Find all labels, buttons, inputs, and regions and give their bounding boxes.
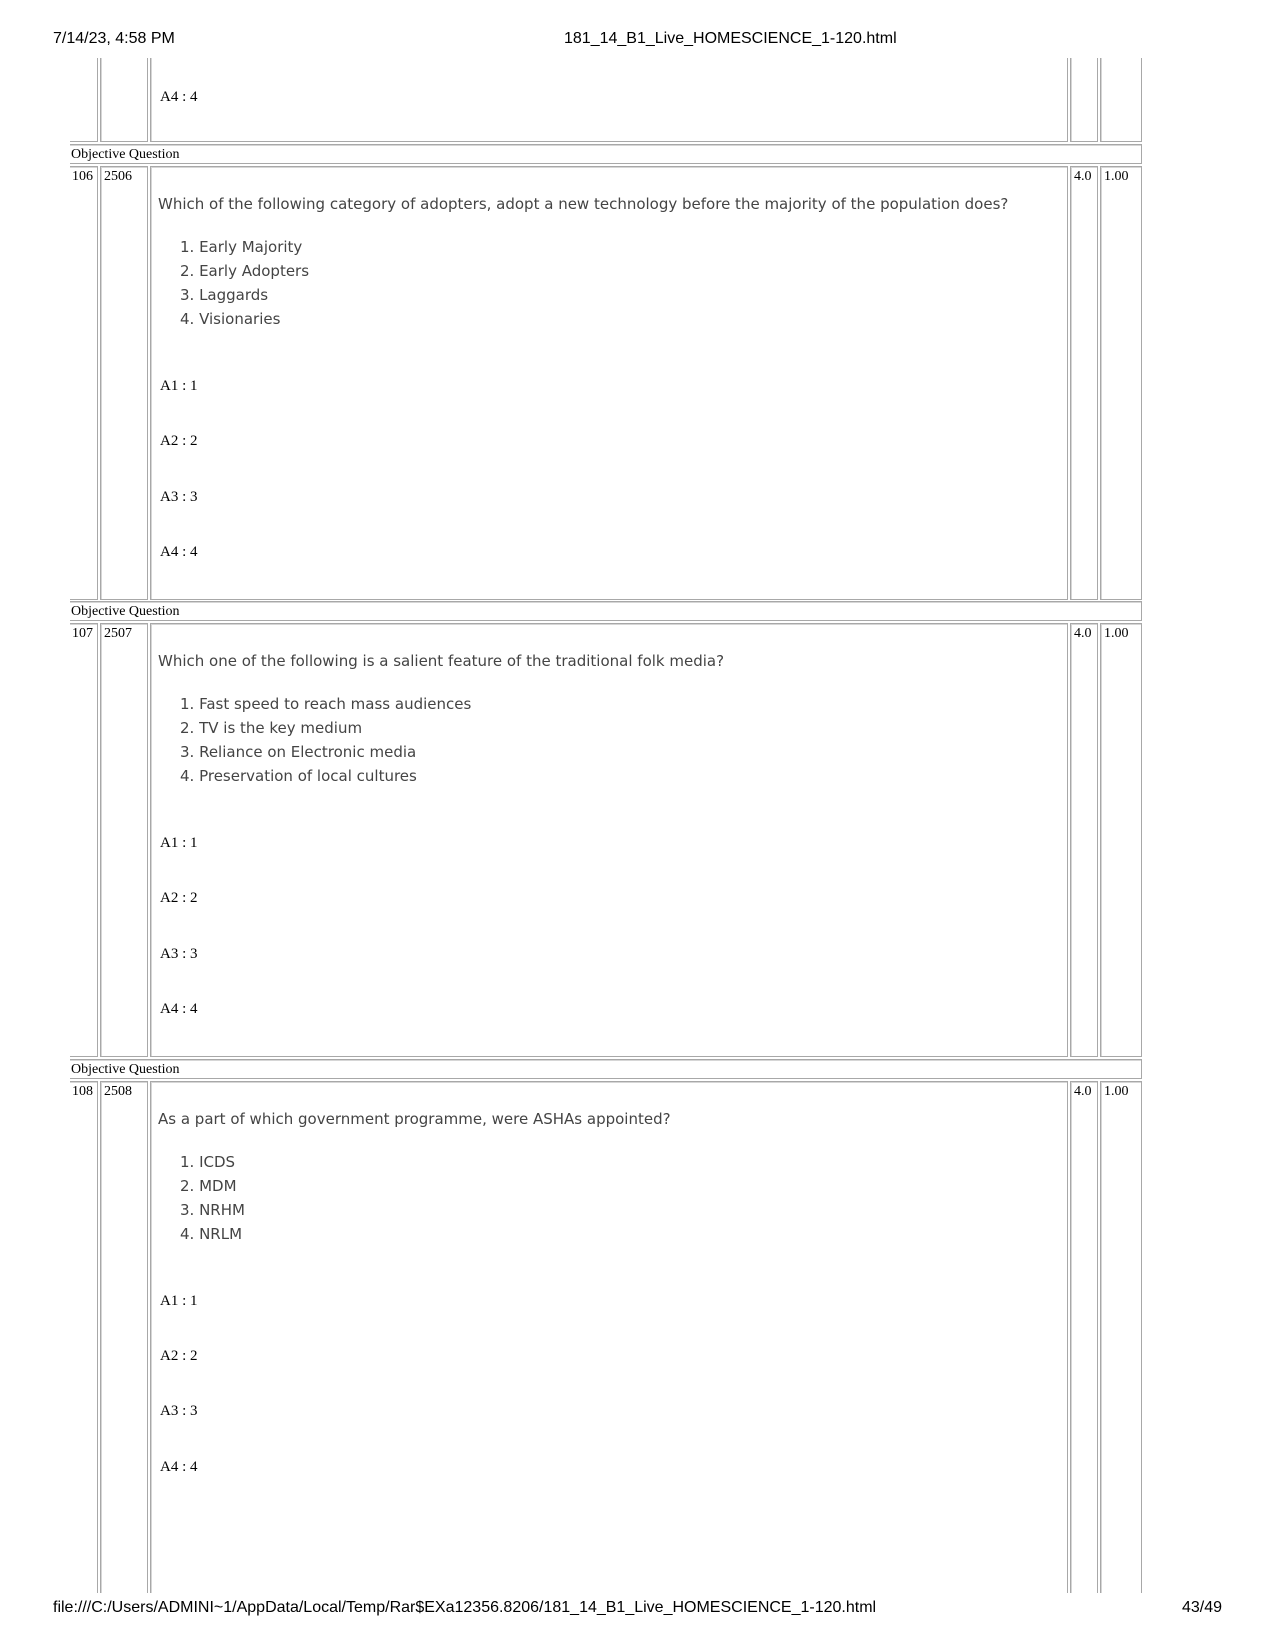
option-item: 1. Fast speed to reach mass audiences [180,695,472,713]
question-id: 2506 [100,166,148,600]
answer-3: A3 : 3 [160,489,198,505]
question-marks: 4.0 [1070,166,1098,600]
page-number: 43/49 [1181,1599,1222,1616]
section-label: Objective Question [70,1059,1142,1079]
answer-1: A1 : 1 [160,378,198,394]
question-text: Which of the following category of adopters, adopt a new technology before the majority of the population does? [158,195,1009,213]
file-path: file:///C:/Users/ADMINI~1/AppData/Local/Temp/Rar$EXa12356.8206/181_14_B1_Live_HOMESCIENCE_1-120.html [53,1599,877,1616]
print-header [0,30,1275,50]
question-cell [150,1081,1068,1593]
answer-1: A1 : 1 [160,835,198,851]
answer-3: A3 : 3 [160,1403,198,1419]
question-sno: 106 [70,166,98,600]
question-text: As a part of which government programme, were ASHAs appointed? [158,1110,671,1128]
prev-answer-4: A4 : 4 [160,89,198,105]
option-item: 2. Early Adopters [180,262,310,280]
question-id: 2508 [100,1081,148,1593]
question-negative-marks: 1.00 [1100,166,1142,600]
answer-4: A4 : 4 [160,1459,198,1475]
prev-sno-cell [70,58,98,142]
option-item: 1. Early Majority [180,238,303,256]
option-item: 3. Laggards [180,286,269,304]
answer-3: A3 : 3 [160,946,198,962]
question-cell [150,623,1068,1057]
question-sno: 108 [70,1081,98,1593]
answer-4: A4 : 4 [160,1001,198,1017]
option-item: 3. Reliance on Electronic media [180,743,417,761]
answer-4: A4 : 4 [160,544,198,560]
question-id: 2507 [100,623,148,1057]
option-item: 4. NRLM [180,1225,243,1243]
option-item: 1. ICDS [180,1153,236,1171]
question-text: Which one of the following is a salient feature of the traditional folk media? [158,652,725,670]
question-marks: 4.0 [1070,1081,1098,1593]
question-negative-marks: 1.00 [1100,1081,1142,1593]
option-list [158,235,309,331]
question-negative-marks: 1.00 [1100,623,1142,1057]
prev-neg-cell [1100,58,1142,142]
option-list [158,692,471,788]
option-item: 4. Preservation of local cultures [180,767,417,785]
answer-1: A1 : 1 [160,1293,198,1309]
print-datetime: 7/14/23, 4:58 PM [53,30,175,47]
print-footer [0,1599,1275,1619]
option-item: 4. Visionaries [180,310,281,328]
question-sno: 107 [70,623,98,1057]
prev-marks-cell [1070,58,1098,142]
section-label: Objective Question [70,144,1142,164]
answer-2: A2 : 2 [160,890,198,906]
section-label: Objective Question [70,601,1142,621]
option-list [158,1150,245,1246]
answer-2: A2 : 2 [160,1348,198,1364]
question-marks: 4.0 [1070,623,1098,1057]
question-cell [150,166,1068,600]
prev-qid-cell [100,58,148,142]
prev-question-cell [150,58,1068,142]
document-title: 181_14_B1_Live_HOMESCIENCE_1-120.html [564,30,897,47]
answer-2: A2 : 2 [160,433,198,449]
question-table [70,58,1204,1593]
option-item: 2. TV is the key medium [180,719,363,737]
option-item: 3. NRHM [180,1201,245,1219]
option-item: 2. MDM [180,1177,237,1195]
